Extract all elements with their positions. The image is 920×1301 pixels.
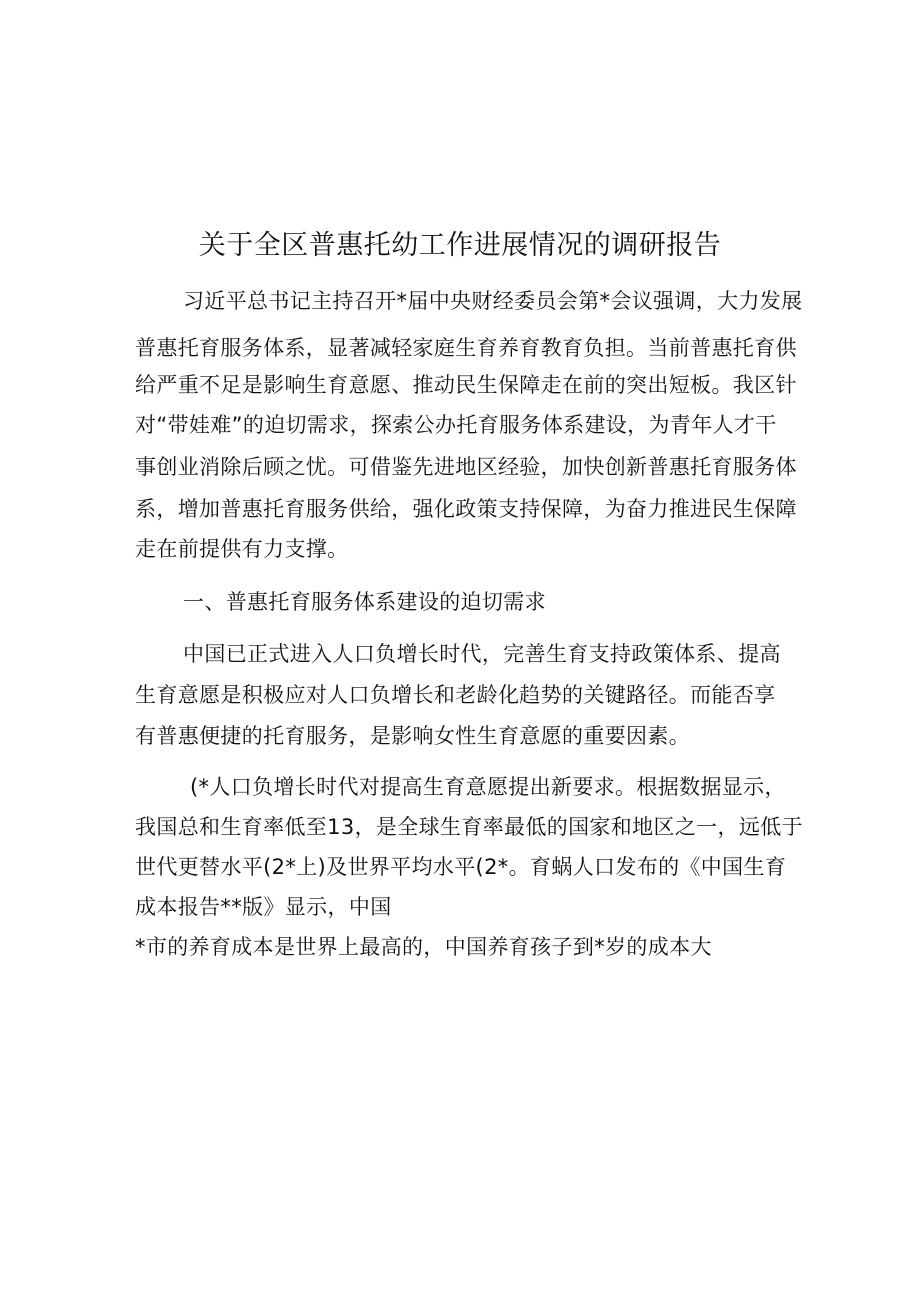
intro-paragraph-line: 事创业消除后顾之忧。可借鉴先进地区经验，加快创新普惠托育服务体	[135, 455, 797, 479]
body-paragraph-line: 有普惠便捷的托育服务，是影响女性生育意愿的重要因素。	[135, 724, 691, 748]
intro-paragraph-line: 给严重不足是影响生育意愿、推动民生保障走在前的突出短板。我区针	[135, 373, 797, 397]
intro-paragraph-line: 走在前提供有力支撑。	[135, 537, 349, 561]
body-paragraph-line: (*人口负增长时代对提高生育意愿提出新要求。根据数据显示，	[190, 775, 786, 799]
intro-paragraph-line: 系，增加普惠托育服务供给，强化政策支持保障，为奋力推进民生保障	[135, 497, 797, 521]
body-paragraph-line: 成本报告**版》显示，中国	[135, 895, 392, 919]
document-title: 关于全区普惠托幼工作进展情况的调研报告	[198, 230, 722, 261]
body-paragraph-line: 世代更替水平(2*上)及世界平均水平(2*。育蜗人口发布的《中国生育	[135, 855, 787, 879]
intro-paragraph-line: 对“带娃难”的迫切需求，探索公办托育服务体系建设，为青年人才干	[135, 413, 777, 437]
intro-paragraph-line: 习近平总书记主持召开*届中央财经委员会第*会议强调，大力发展	[183, 289, 803, 313]
intro-paragraph-line: 普惠托育服务体系，显著减轻家庭生育养育教育负担。当前普惠托育供	[135, 336, 797, 360]
body-paragraph-line: 我国总和生育率低至13，是全球生育率最低的国家和地区之一，远低于	[135, 815, 803, 839]
body-paragraph-line: 中国已正式进入人口负增长时代，完善生育支持政策体系、提高	[183, 642, 781, 666]
section-heading: 一、普惠托育服务体系建设的迫切需求	[183, 590, 546, 614]
body-paragraph-line: *市的养育成本是世界上最高的，中国养育孩子到*岁的成本大	[135, 935, 712, 959]
body-paragraph-line: 生育意愿是积极应对人口负增长和老龄化趋势的关键路径。而能否享	[135, 683, 776, 707]
